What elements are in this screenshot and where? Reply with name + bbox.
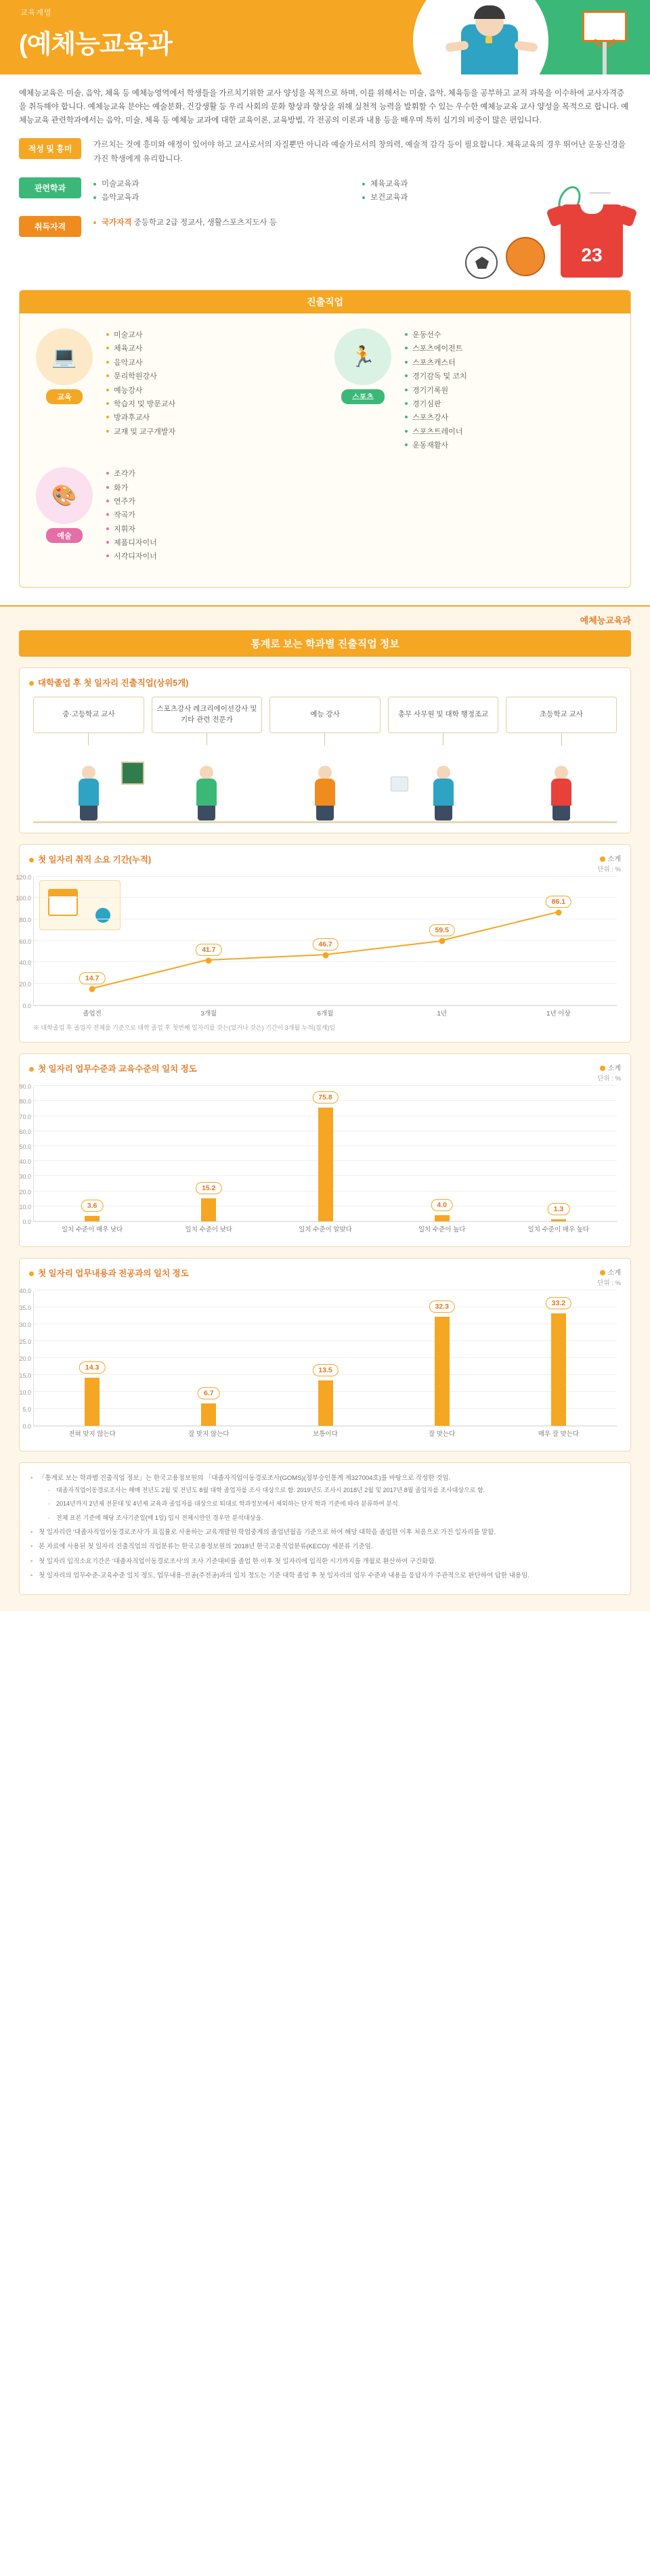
top-job-card-1	[33, 697, 144, 745]
jobs-grid	[20, 313, 630, 575]
list-item: 문리학원강사	[106, 370, 320, 383]
people-illustration-row	[29, 745, 621, 821]
category-label: 교육계열	[20, 9, 52, 17]
list-item: 지휘자	[106, 523, 320, 536]
list-item: 미술교육과	[93, 177, 362, 192]
certificate-text: 중등학교 2급 정교사, 생활스포츠지도사 등	[133, 219, 277, 227]
x-axis-tick: 매우 잘 맞는다	[538, 1431, 580, 1439]
gridline	[34, 983, 617, 984]
x-axis-tick: 졸업전	[83, 1009, 102, 1018]
top-job-card-5	[506, 697, 617, 745]
y-axis-tick: 0.0	[22, 1219, 31, 1226]
footnotes	[19, 1462, 631, 1595]
bar	[551, 1313, 566, 1426]
bar	[201, 1198, 216, 1221]
data-label: 6.7	[198, 1387, 220, 1399]
chalkboard-icon	[121, 762, 144, 785]
line-chart	[16, 873, 617, 1018]
list-item: 보건교육과	[362, 191, 631, 205]
top-job-card-4	[388, 697, 499, 745]
bar-chart-2-panel	[19, 1258, 631, 1451]
y-axis-tick: 120.0	[16, 873, 31, 881]
data-label: 46.7	[312, 938, 338, 951]
footnote-item: • 첫 일자리의 업무수준-교육수준 일치 정도, 업무내용-전공(주전공)과의 일치 정도는 기준 대학 졸업 후 첫 일자리의 업무 수준과 내용을 응답자가 주관적으로 판단하여 답한 내용임.	[30, 1570, 620, 1582]
list-item: 작곡가	[106, 508, 320, 522]
bar	[435, 1215, 450, 1221]
gridline	[34, 876, 617, 877]
basketball-icon	[506, 237, 545, 276]
y-axis-tick: 60.0	[19, 1128, 31, 1135]
person-teacher	[33, 749, 144, 824]
gridline	[34, 1085, 617, 1086]
bar	[318, 1108, 333, 1221]
list-item: 교재 및 교구개발자	[106, 425, 320, 439]
list-item: 경기감독 및 코치	[405, 370, 618, 383]
bar-chart-2-title: 첫 일자리 업무내용과 전공과의 일치 정도	[29, 1267, 621, 1279]
bar-chart-2-legend	[600, 1267, 621, 1277]
y-axis-tick: 40.0	[19, 1288, 31, 1295]
majors-label: 관련학과	[19, 177, 81, 198]
list-item: 조각가	[106, 467, 320, 481]
top-jobs-cards	[29, 694, 621, 745]
athlete-icon: 🏃	[334, 328, 391, 385]
bar-chart-1-panel	[19, 1053, 631, 1247]
line-segment	[92, 959, 209, 990]
y-axis-tick: 90.0	[19, 1083, 31, 1091]
line-chart-note: ※ 대학졸업 후 졸업자 전체를 기준으로 대학 졸업 후 첫번째 일자리를 갖는(었거나 갖은) 기간이 3개월 누적(집계)임	[33, 1024, 336, 1031]
page-title: (예체능교육과	[19, 30, 172, 59]
list-item: 스포츠강사	[405, 411, 618, 424]
intro-paragraph: 예체능교육은 미술, 음악, 체육 등 예체능영역에서 학생들을 가르치기위한 교사 양성을 목적으로 하며, 이를 위해서는 미술, 음악, 체육등을 공부하고 교직 과목을 이수하여 교사자격증을 취득해야 합니다. 예체능교육 분야는 예술분화, 건강생활 등 우리 사회의 문화 향상과 향상을 위해 실천적 능력을 발휘할 수 있는 우수한 예체능교육 교사 양성을 목적으로 합니다. 예체능교육 관련학과에서는 음악, 미술, 체육 등 예체능 교과에 대한 교육이론, 교육방법, 각 전공의 이론과 내용 등을 배우며 특히 실기의 비중이 많은 편입니다.	[19, 89, 629, 125]
line-chart-panel	[16, 844, 631, 1043]
legend-swatch-icon	[600, 1270, 605, 1275]
x-axis-tick: 1년	[437, 1009, 447, 1018]
list-item: 스포츠에이전트	[405, 342, 618, 355]
y-axis-tick: 30.0	[19, 1322, 31, 1329]
info-row-aptitude	[19, 138, 631, 166]
data-point	[439, 938, 445, 944]
basketball-hoop-icon	[582, 11, 627, 42]
list-item: 경기심판	[405, 397, 618, 411]
top-jobs-title: 대학졸업 후 첫 일자리 진출직업(상위5개)	[29, 676, 621, 689]
jobs-list-sports	[395, 328, 618, 452]
list-item: 경기기록원	[405, 384, 618, 397]
card-label: 스포츠강사 레크리에이션강사 및 기타 관련 전문가	[152, 697, 263, 733]
line-chart-title: 첫 일자리 취직 소요 기간(누적)	[29, 853, 621, 865]
jobs-group-tag: 교육	[46, 389, 82, 404]
hero-banner	[0, 0, 650, 74]
bar	[551, 1219, 566, 1221]
laptop-icon: 💻	[36, 328, 93, 385]
hoop-pole-icon	[603, 42, 607, 74]
data-label: 15.2	[196, 1182, 221, 1194]
jobs-title: 진출직업	[20, 290, 630, 313]
y-axis-tick: 0.0	[22, 1002, 31, 1009]
x-axis-tick: 3개월	[200, 1009, 217, 1018]
person-icon	[95, 908, 110, 923]
data-label: 33.2	[546, 1297, 571, 1309]
jersey-number: 23	[581, 244, 603, 266]
x-axis-tick: 1년 이상	[546, 1009, 571, 1018]
line-segment	[209, 954, 325, 961]
y-axis-tick: 10.0	[19, 1203, 31, 1210]
statistics-banner: 통계로 보는 학과별 진출직업 정보	[19, 630, 631, 657]
person-arts-instructor	[269, 749, 381, 824]
legend-label: 소계	[607, 1269, 621, 1278]
top-job-card-2	[152, 697, 263, 745]
y-axis-tick: 5.0	[22, 1406, 31, 1414]
x-axis-tick: 일치 수준이 매우 낮다	[61, 1226, 123, 1234]
data-label: 59.5	[429, 924, 454, 936]
list-item: 체육교사	[106, 342, 320, 355]
x-axis-tick: 일치 수준이 높다	[418, 1226, 466, 1234]
list-item: 체육교육과	[362, 177, 631, 192]
aptitude-text: 가르치는 것에 흥미와 애정이 있어야 하고 교사로서의 자질뿐만 아니라 예술가로서의 창의력, 예술적 감각 등이 필요합니다. 체육교육의 경우 뛰어난 운동신경을 가진 학생에게 유리합니다.	[93, 141, 626, 164]
legend-label: 소계	[607, 1065, 621, 1073]
footnote-item: • 첫 일자리 입직소요기간은 '대졸자직업이동경로조사'의 조사 기준대비를 졸업 한 이후 첫 일자리에 입직한 시기까지를 개월로 환산하여 구간화함.	[30, 1556, 620, 1568]
line-segment	[441, 911, 559, 941]
certificate-prefix: 국가자격	[102, 219, 132, 227]
line-chart-unit: 단위 : %	[597, 865, 621, 873]
x-axis-tick: 6개월	[317, 1009, 334, 1018]
jobs-group-art	[26, 463, 325, 574]
desk-icon	[391, 777, 408, 791]
gridline	[34, 961, 617, 962]
bar-chart-2-unit: 단위 : %	[597, 1280, 621, 1288]
person-sports-instructor	[152, 749, 263, 824]
card-label: 총무 사무원 및 대학 행정조교	[388, 697, 499, 733]
jobs-group-tag: 스포츠	[341, 389, 385, 404]
footnote-sublist	[39, 1485, 620, 1524]
data-label: 41.7	[196, 944, 221, 956]
card-label: 초등학교 교사	[506, 697, 617, 733]
jobs-group-tag: 예술	[46, 528, 82, 543]
list-item: 음악교육과	[93, 191, 362, 205]
list-item: 학습지 및 방문교사	[106, 397, 320, 411]
bar	[201, 1403, 216, 1426]
x-axis-tick: 일치 수준이 알맞다	[299, 1226, 352, 1234]
data-point	[89, 986, 95, 992]
jobs-group-sports	[325, 324, 624, 463]
data-label: 14.3	[79, 1361, 105, 1374]
jersey-icon	[561, 204, 623, 278]
footnote-text: 「통계로 보는 학과별 진출직업 정보」는 한국고용정보원의 「대졸자직업이동경로조사(GOMS)(정부승인통계 제327004호)를 바탕으로 작성한 것임.	[39, 1475, 451, 1483]
bar-chart-2	[19, 1288, 617, 1439]
y-axis-tick: 30.0	[19, 1173, 31, 1181]
y-axis-tick: 40.0	[19, 959, 31, 967]
bar	[85, 1378, 100, 1426]
data-label: 75.8	[312, 1091, 338, 1104]
top-jobs-panel	[19, 668, 631, 833]
footnote-subitem: - 전체 표본 기준에 해당 조사기준일(매 1일) 임시 전체시만인 경우만 분석대상을.	[48, 1512, 620, 1524]
x-axis-tick: 잘 맞는다	[429, 1431, 456, 1439]
data-label: 14.7	[79, 972, 105, 984]
section2-header: 예체능교육과	[580, 615, 631, 626]
list-item: 운동선수	[405, 328, 618, 342]
person-elementary-teacher	[506, 749, 617, 824]
y-axis-tick: 80.0	[19, 916, 31, 923]
list-item: 제품디자이너	[106, 536, 320, 550]
soccer-ball-icon	[465, 246, 498, 279]
data-point	[555, 910, 561, 916]
y-axis-tick: 20.0	[19, 1355, 31, 1363]
list-item: 연주가	[106, 495, 320, 508]
list-item: 운동재활사	[405, 439, 618, 452]
data-label: 32.3	[429, 1301, 454, 1313]
y-axis-tick: 80.0	[19, 1098, 31, 1106]
data-label: 13.5	[312, 1364, 338, 1376]
y-axis-tick: 0.0	[22, 1423, 31, 1431]
gridline	[34, 1357, 617, 1358]
y-axis-tick: 25.0	[19, 1338, 31, 1346]
line-chart-legend	[600, 853, 621, 863]
legend-swatch-icon	[600, 1066, 605, 1071]
legend-swatch-icon	[600, 856, 605, 862]
y-axis-tick: 100.0	[16, 895, 31, 902]
aptitude-label: 적성 및 흥미	[19, 138, 81, 159]
card-label: 예능 강사	[269, 697, 381, 733]
bar-chart-1-legend	[600, 1062, 621, 1072]
gridline	[34, 897, 617, 898]
y-axis-tick: 60.0	[19, 938, 31, 945]
y-axis-tick: 20.0	[19, 980, 31, 988]
list-item: 스포츠트레이너	[405, 425, 618, 439]
bar-chart-1-title: 첫 일자리 업무수준과 교육수준의 일치 정도	[29, 1062, 621, 1074]
footnote-item: • 본 자료에 사용된 첫 일자리 진출직업의 직업분류는 한국고용정보원의 '2018년 한국고용직업분류(KECO)' 세분류 기준임.	[30, 1541, 620, 1553]
footnote-subitem: - 대졸자직업이동경로조사는 해매 전년도 2월 및 전년도 8월 대학 졸업자를 조사 대상으로 함. 2019년도 조사시 2018년 2월 및 2017년 8월 졸업자를 조사대상으로 함.	[48, 1485, 620, 1496]
jobs-box	[19, 290, 631, 588]
whistle-icon	[485, 37, 492, 43]
bar	[85, 1216, 100, 1221]
x-axis-tick: 전혀 맞지 않는다	[68, 1431, 116, 1439]
bar	[318, 1380, 333, 1426]
y-axis-tick: 50.0	[19, 1143, 31, 1150]
list-item: 음악교사	[106, 356, 320, 370]
majors-content	[81, 177, 631, 205]
card-label: 중·고등학교 교사	[33, 697, 144, 733]
list-item: 스포츠캐스터	[405, 356, 618, 370]
palette-icon: 🎨	[36, 467, 93, 524]
line-segment	[325, 940, 441, 955]
y-axis-tick: 70.0	[19, 1113, 31, 1120]
sports-decoration	[0, 204, 650, 286]
calendar-illustration	[39, 880, 121, 930]
data-point	[206, 957, 212, 963]
bar-chart-1-unit: 단위 : %	[597, 1075, 621, 1083]
hero-illustration	[359, 0, 650, 74]
info-row-majors	[19, 177, 631, 205]
statistics-section	[0, 605, 650, 1611]
x-axis-tick: 일치 수준이 낮다	[185, 1226, 233, 1234]
jobs-list-art	[97, 467, 320, 563]
list-item: 미술교사	[106, 328, 320, 342]
jobs-group-education	[26, 324, 325, 463]
data-point	[322, 952, 328, 958]
footnote-item	[30, 1472, 620, 1523]
x-axis-tick: 잘 맞지 않는다	[188, 1431, 230, 1439]
data-label: 86.1	[546, 896, 571, 908]
y-axis-tick: 10.0	[19, 1389, 31, 1397]
x-axis-tick: 일치 수준이 매우 높다	[527, 1226, 590, 1234]
y-axis-tick: 35.0	[19, 1305, 31, 1312]
top-job-card-3	[269, 697, 381, 745]
person-office-staff	[388, 749, 499, 824]
gridline	[34, 1340, 617, 1341]
data-label: 4.0	[431, 1199, 453, 1211]
footnote-subitem: - 2014년까지 2년제 전문대 및 4년제 교육과 졸업자를 대상으로 퇴대로 학과정보에서 제외하는 단지 학과 기준에 따라 분류하여 분석.	[48, 1498, 620, 1510]
jobs-list-education	[97, 328, 320, 452]
certificates-label: 취득자격	[19, 216, 81, 237]
y-axis-tick: 40.0	[19, 1158, 31, 1166]
bar-chart-1	[19, 1083, 617, 1234]
list-item: 예능강사	[106, 384, 320, 397]
list-item: 시각디자이너	[106, 550, 320, 563]
footnote-list	[30, 1472, 620, 1582]
legend-label: 소계	[607, 855, 621, 863]
data-label: 3.6	[81, 1200, 104, 1212]
calendar-icon	[48, 889, 78, 916]
majors-left-list	[93, 177, 362, 205]
bar	[435, 1317, 450, 1426]
footnote-item: • 첫 일자리란 '대졸자직업이동경로조사'가 표집률로 사용하는 교육개발원 학업중계의 졸업년월을 기준으로 하여 해당 대학을 졸업한 이후 처음으로 가진 일자리를 말함.	[30, 1527, 620, 1539]
data-label: 1.3	[548, 1203, 570, 1215]
x-axis-tick: 보통이다	[313, 1431, 338, 1439]
list-item: 방과후교사	[106, 411, 320, 424]
y-axis-tick: 15.0	[19, 1372, 31, 1380]
list-item: 화가	[106, 481, 320, 495]
y-axis-tick: 20.0	[19, 1188, 31, 1196]
